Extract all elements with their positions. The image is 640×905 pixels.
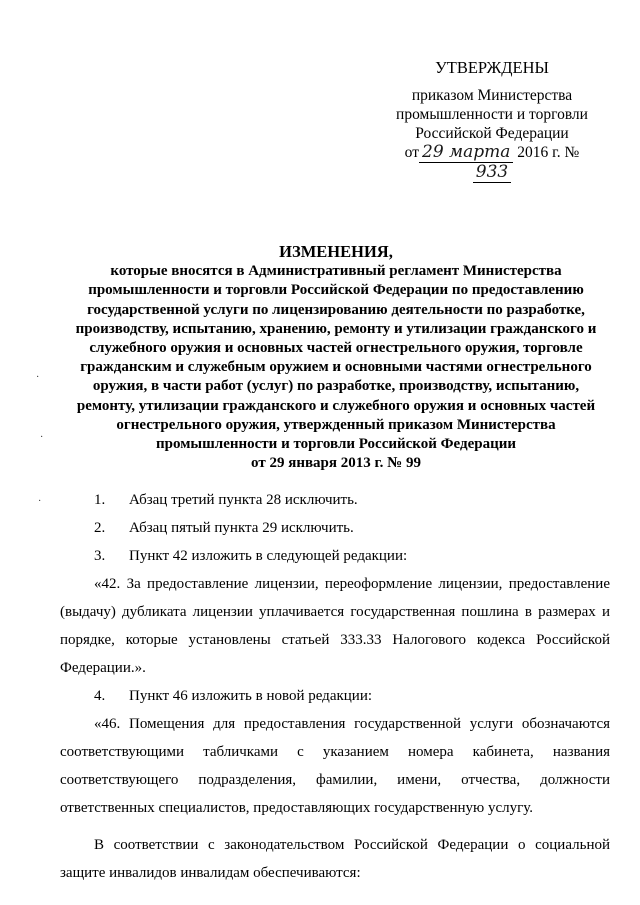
title-line: оружия, в части работ (услуг) по разработке, производству, испытанию, xyxy=(92,378,580,395)
scan-artifact: · xyxy=(40,432,44,443)
list-number: 1. xyxy=(94,492,106,508)
approval-heading: УТВЕРЖДЕНЫ xyxy=(435,58,549,77)
list-text: Пункт 42 изложить в следующей редакции: xyxy=(129,548,408,564)
scan-artifact: · xyxy=(38,496,42,507)
approval-line-3: Российской Федерации xyxy=(415,125,569,142)
approval-year: 2016 г. xyxy=(517,144,561,161)
list-item-1 xyxy=(60,486,610,514)
list-number: 2. xyxy=(94,520,106,536)
list-item-3 xyxy=(60,542,610,570)
approval-line-2: промышленности и торговли xyxy=(396,106,588,123)
list-item-2 xyxy=(60,514,610,542)
approval-date-line xyxy=(386,143,598,183)
quote-paragraph-46: «46. Помещения для предоставления государственной услуги обозначаются соответствующими табличками с указанием номера кабинета, названия соответствующего подразделения, фамилии, имени, отчества, должности ответственных специалистов, предоставляющих государственную услугу. xyxy=(60,716,610,816)
document-title xyxy=(68,242,604,473)
number-prefix: № xyxy=(564,144,580,161)
list-item-4 xyxy=(60,682,610,710)
title-line: которые вносятся в Административный регламент Министерства xyxy=(110,263,562,280)
title-line: промышленности и торговли Российской Федерации xyxy=(156,436,516,453)
list-text: Абзац пятый пункта 29 исключить. xyxy=(129,520,354,536)
list-text: Пункт 46 изложить в новой редакции: xyxy=(129,688,373,704)
list-number: 4. xyxy=(94,688,106,704)
date-prefix: от xyxy=(404,144,419,161)
document-body xyxy=(60,486,610,887)
handwritten-number: 933 xyxy=(475,162,509,182)
title-line: промышленности и торговли Российской Федерации по предоставлению xyxy=(88,282,584,299)
title-line: от 29 января 2013 г. № 99 xyxy=(251,455,421,472)
title-line: гражданским и служебным оружием и основными частями огнестрельного xyxy=(80,359,592,376)
title-heading: ИЗМЕНЕНИЯ, xyxy=(279,242,393,261)
paragraph-disability: В соответствии с законодательством Российской Федерации о социальной защите инвалидов инвалидам обеспечиваются: xyxy=(60,837,610,881)
title-line: производству, испытанию, хранению, ремонту и утилизации гражданского и xyxy=(75,320,597,337)
list-text: Абзац третий пункта 28 исключить. xyxy=(129,492,358,508)
title-line: служебного оружия и основных частей огнестрельного оружия, торговле xyxy=(89,340,583,357)
title-line: огнестрельного оружия, утвержденный приказом Министерства xyxy=(116,416,556,433)
scan-artifact: · xyxy=(36,372,40,383)
handwritten-date: 29 марта xyxy=(422,142,511,162)
title-line: государственной услуги по лицензированию деятельности по разработке, xyxy=(87,301,585,318)
list-number: 3. xyxy=(94,548,106,564)
title-line: ремонту, утилизации гражданского и служебного оружия и основных частей xyxy=(76,397,596,414)
approval-block xyxy=(386,58,598,183)
quote-paragraph-42: «42. За предоставление лицензии, переоформление лицензии, предоставление (выдачу) дубликата лицензии уплачивается государственная пошлина в размерах и порядке, которые установлены статьей 333.33 Налогового кодекса Российской Федерации.». xyxy=(60,576,610,676)
approval-line-1: приказом Министерства xyxy=(411,87,573,104)
